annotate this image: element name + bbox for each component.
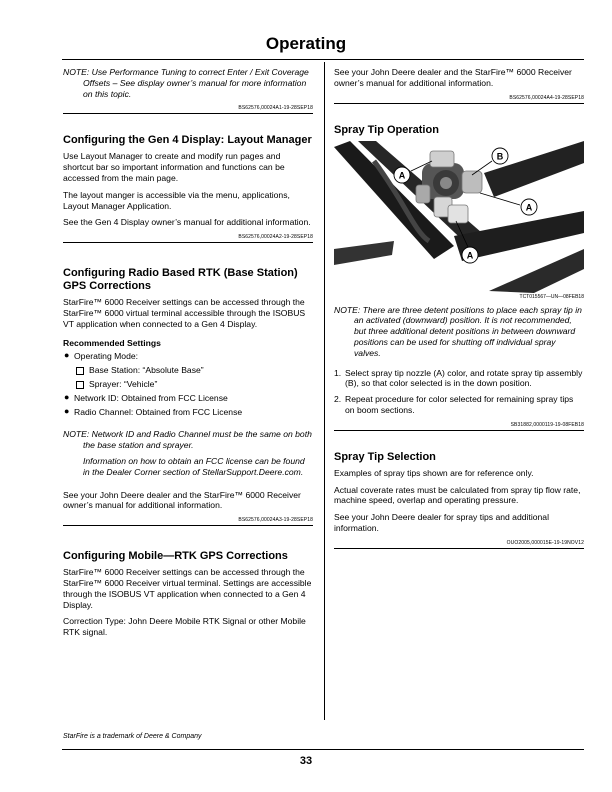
column-divider <box>324 62 325 720</box>
list-item: ● Network ID: Obtained from FCC License <box>64 391 228 403</box>
list-item: ● Radio Channel: Obtained from FCC License <box>64 405 243 417</box>
trademark-footnote: StarFire is a trademark of Deere & Company <box>63 733 202 740</box>
spray-tip-selection-heading: Spray Tip Selection <box>334 450 436 463</box>
rtk-base-station-heading: Configuring Radio Based RTK (Base Station) GPS Corrections <box>63 267 298 293</box>
title-rule <box>62 59 584 60</box>
fcc-note-detail: Information on how to obtain an FCC license can be found in the Dealer Corner section of StellarSupport.Deere.com. <box>83 455 305 477</box>
spray-tip-selection-paragraph: See your John Deere dealer for spray tips and additional information. <box>334 512 549 533</box>
list-item: Sprayer: “Vehicle” <box>63 379 313 390</box>
recommended-settings-list <box>63 393 313 418</box>
recommended-settings-list <box>63 351 313 362</box>
layout-manager-paragraph: The layout manger is accessible via the menu, applications, Layout Manager Application. <box>63 189 290 211</box>
layout-manager-paragraph: Use Layout Manager to create and modify run pages and shortcut bar so important information and functions can be accessed from the main page. <box>63 151 285 183</box>
reference-code: BS62576,00024A2-19-28SEP18 <box>63 234 313 243</box>
spray-nozzle-illustration <box>334 141 584 293</box>
detent-positions-note: NOTE: There are three detent positions to place each spray tip in an activated (downward) position. It is not recommended, but three additional detent positions in between downward positions can be used for shutting off individual spray valves. <box>334 304 582 358</box>
list-item: 2. Repeat procedure for color selected for remaining spray tips on boom sections. <box>334 394 574 415</box>
callout-a-label: A <box>525 202 533 213</box>
performance-tuning-note: NOTE: Use Performance Tuning to correct Enter / Exit Coverage Offsets – See display owner’s manual for more information on this topic. <box>63 67 309 99</box>
callout-a-label: A <box>398 170 406 181</box>
recommended-settings-heading: Recommended Settings <box>63 337 161 348</box>
list-item: Base Station: “Absolute Base” <box>63 365 313 376</box>
receiver-manual-paragraph: See your John Deere dealer and the StarFire™ 6000 Receiver owner’s manual for additional information. <box>334 67 572 88</box>
layout-manager-heading: Configuring the Gen 4 Display: Layout Manager <box>63 134 312 147</box>
reference-code: BS62576,00024A3-19-28SEP18 <box>63 517 313 526</box>
bullet-icon: ● <box>64 391 70 402</box>
mobile-rtk-paragraph: StarFire™ 6000 Receiver settings can be accessed through the StarFire™ 6000 Receiver virtual terminal. Settings are accessible through the ISOBUS VT application when connected to a Gen 4 Display. <box>63 567 312 610</box>
reference-code: BS62576,00024A4-19-28SEP18 <box>334 95 584 104</box>
fcc-note: NOTE: Network ID and Radio Channel must be the same on both the base station and sprayer. <box>63 429 312 451</box>
right-column <box>334 67 584 549</box>
rtk-paragraph: StarFire™ 6000 Receiver settings can be accessed through the StarFire™ 6000 virtual terminal accessible through the ISOBUS VT application when connected to a Gen 4 Display. <box>63 297 306 329</box>
layout-manager-paragraph: See the Gen 4 Display owner’s manual for additional information. <box>63 217 311 228</box>
page-title: Operating <box>265 34 347 53</box>
list-item: ● Operating Mode: <box>64 350 139 362</box>
spray-tip-selection-paragraph: Examples of spray tips shown are for reference only. <box>334 467 534 478</box>
left-column <box>63 67 313 638</box>
square-bullet-icon <box>76 381 84 389</box>
page-number: 33 <box>299 755 313 767</box>
spray-tip-operation-heading: Spray Tip Operation <box>334 123 439 136</box>
rtk-paragraph: See your John Deere dealer and the StarFire™ 6000 Receiver owner’s manual for additional information. <box>63 489 301 511</box>
list-item: 1. Select spray tip nozzle (A) color, and rotate spray tip assembly (B), so that color selected is in the down position. <box>334 367 583 389</box>
square-bullet-icon <box>76 367 84 375</box>
footer-rule <box>62 749 584 750</box>
bullet-icon: ● <box>64 350 70 361</box>
bullet-icon: ● <box>64 405 70 416</box>
reference-code: OUO2005,000015E-19-19NOV12 <box>334 540 584 549</box>
mobile-rtk-paragraph: Correction Type: John Deere Mobile RTK Signal or other Mobile RTK signal. <box>63 616 306 638</box>
procedure-steps <box>334 368 584 416</box>
mobile-rtk-heading: Configuring Mobile—RTK GPS Corrections <box>63 550 288 563</box>
callout-b-label: B <box>496 151 504 162</box>
spray-tip-selection-paragraph: Actual coverate rates must be calculated from spray tip flow rate, machine speed, overlap and operating pressure. <box>334 484 581 506</box>
spray-tip-figure <box>334 141 584 293</box>
reference-code: BS62576,00024A1-19-28SEP18 <box>63 105 313 114</box>
callout-a-label: A <box>466 250 474 261</box>
reference-code: SB31882,0000119-19-08FEB18 <box>334 422 584 431</box>
figure-caption: TCT015567—UN—08FEB18 <box>519 293 584 300</box>
